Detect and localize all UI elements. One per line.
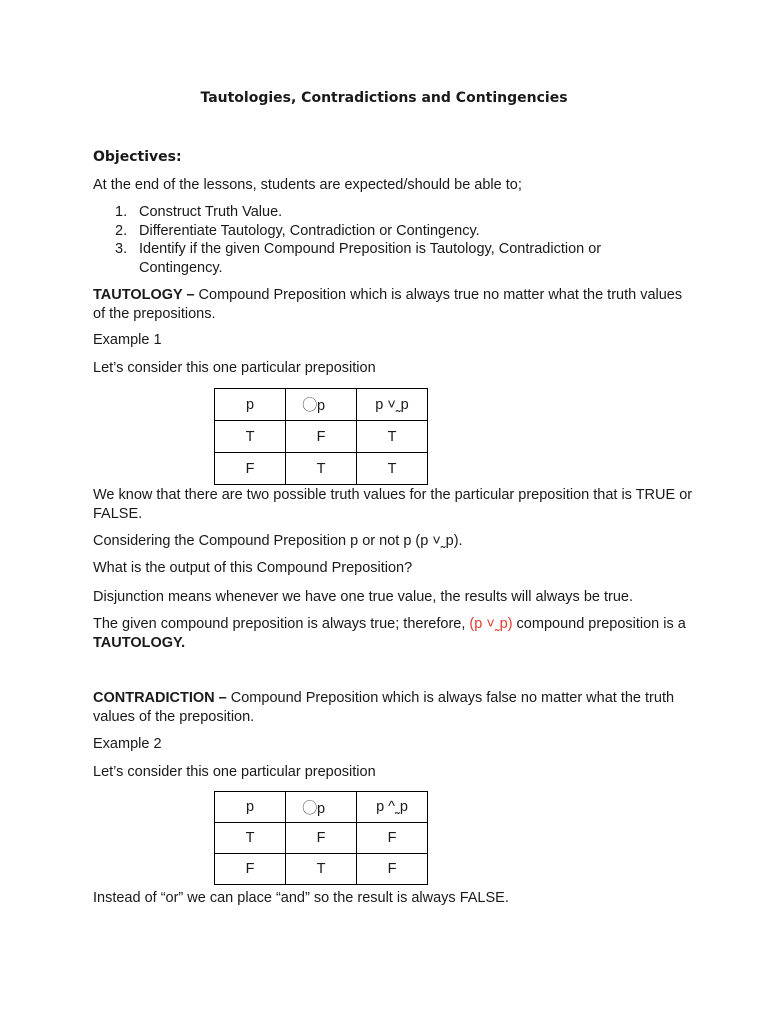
table-cell: T <box>357 421 428 453</box>
list-item-number: 2. <box>115 222 128 239</box>
table-cell: F <box>215 854 286 885</box>
example-2-label: Example 2 <box>93 736 162 752</box>
list-item-number: 3. <box>115 241 128 257</box>
contradiction-definition <box>93 689 693 726</box>
table-row <box>215 421 428 453</box>
table-cell: F <box>286 421 357 453</box>
objectives-list <box>115 203 675 277</box>
tautology-conclusion <box>93 615 693 652</box>
tautology-definition <box>93 286 693 323</box>
table-header-cell: ⃝p <box>286 792 357 823</box>
tautology-paragraph: We know that there are two possible truth values for the particular preposition that is TRUE or FALSE. <box>93 487 693 522</box>
contradiction-definition-text: Compound Preposition which is always false no matter what the truth values of the preposition. <box>93 690 675 725</box>
list-item <box>115 203 675 222</box>
contradiction-truth-table <box>214 791 428 885</box>
tautology-paragraph: What is the output of this Compound Preposition? <box>93 560 413 576</box>
list-item-number: 1. <box>115 204 128 220</box>
table-cell: T <box>215 823 286 854</box>
table-cell: F <box>357 823 428 854</box>
table-header-cell: p <box>215 792 286 823</box>
tautology-paragraph: Disjunction means whenever we have one true value, the results will always be true. <box>93 589 633 605</box>
example-1-label: Example 1 <box>93 332 162 348</box>
page-title: Tautologies, Contradictions and Contingencies <box>200 90 568 106</box>
list-item-text: Identify if the given Compound Preposition is Tautology, Contradiction or Contingency. <box>139 241 602 276</box>
table-header-row <box>215 389 428 421</box>
table-cell: T <box>357 453 428 485</box>
objectives-heading: Objectives: <box>93 149 182 165</box>
table-row <box>215 823 428 854</box>
table-header-cell: p <box>215 389 286 421</box>
conclusion-text: compound preposition is a <box>512 616 686 632</box>
list-item-text: Construct Truth Value. <box>139 204 283 220</box>
list-item <box>115 240 675 277</box>
list-item <box>115 222 675 241</box>
highlighted-expression: (p ˅˷p) <box>469 616 513 632</box>
table-header-cell: p ^˷p <box>357 792 428 823</box>
table-cell: F <box>357 854 428 885</box>
example-1-lead: Let’s consider this one particular preposition <box>93 360 376 376</box>
table-cell: T <box>286 854 357 885</box>
objectives-intro: At the end of the lessons, students are expected/should be able to; <box>93 177 522 193</box>
conclusion-text: The given compound preposition is always true; therefore, <box>93 616 470 632</box>
table-header-cell: p ˅˷p <box>357 389 428 421</box>
list-item-text: Differentiate Tautology, Contradiction or Contingency. <box>139 222 480 239</box>
tautology-term: TAUTOLOGY – <box>93 287 195 303</box>
table-header-row <box>215 792 428 823</box>
conclusion-term: TAUTOLOGY. <box>93 634 186 651</box>
table-row <box>215 854 428 885</box>
contradiction-term: CONTRADICTION – <box>93 690 227 706</box>
table-cell: T <box>215 421 286 453</box>
table-row <box>215 453 428 485</box>
tautology-paragraph: Considering the Compound Preposition p or not p (p ˅˷p). <box>93 533 463 549</box>
table-header-cell: ⃝p <box>286 389 357 421</box>
table-cell: T <box>286 453 357 485</box>
table-cell: F <box>286 823 357 854</box>
tautology-definition-text: Compound Preposition which is always true no matter what the truth values of the prepositions. <box>93 287 683 322</box>
example-2-lead: Let’s consider this one particular preposition <box>93 764 376 780</box>
contradiction-paragraph: Instead of “or” we can place “and” so the result is always FALSE. <box>93 890 509 906</box>
tautology-truth-table <box>214 388 428 485</box>
table-cell: F <box>215 453 286 485</box>
